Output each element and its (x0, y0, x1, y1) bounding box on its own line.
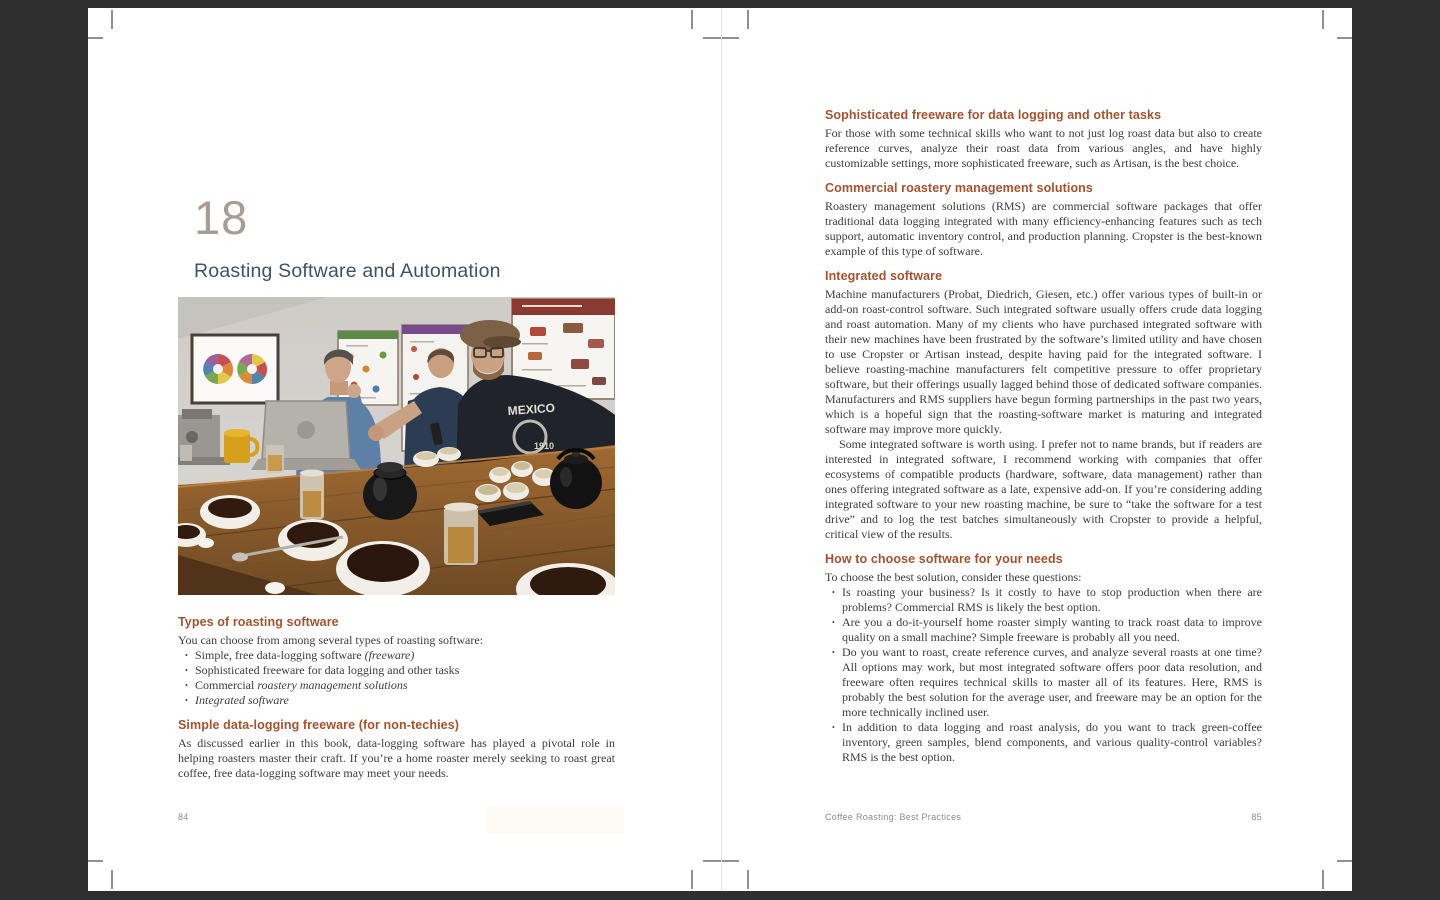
right-text-column (825, 108, 1262, 765)
running-footer-title: Coffee Roasting: Best Practices (825, 812, 962, 822)
section-heading: Types of roasting software (178, 615, 339, 629)
bullet-item: • Simple, free data-logging software (freeware) (178, 648, 615, 663)
body-paragraph: Machine manufacturers (Probat, Diedrich, Giesen, etc.) offer various types of built-in or add-on roast-control software. Such integrated software usually offers crude data logging and roast automation. Many of my clients who have purchased integrated software with their new machines have been frustrated by the software’s limited utility and have chosen to use Cropster or Artisan instead, despite having paid for the integrated software. I believe roasting-machine manufacturers felt competitive pressure to offer proprietary software, but their offerings usually lagged behind those of dedicated software companies. Manufacturers and RMS suppliers have begun forming partnerships in the past two years, which is a hopeful sign that the roasting-software market is maturing and integrated software may improve more quickly. (825, 287, 1262, 436)
section-heading: Commercial roastery management solutions (825, 181, 1093, 195)
bullet-item: • Integrated software (178, 693, 615, 708)
shirt-text-year: 1910 (534, 441, 555, 451)
body-paragraph: Roastery management solutions (RMS) are commercial software packages that offer traditional data logging integrated with many efficiency-enhancing features such as tech support, automatic inventory control, and production planning. Cropster is the best-known example of this type of software. (825, 199, 1262, 258)
section-heading: Simple data-logging freeware (for non-techies) (178, 718, 460, 732)
bullet-item: • Are you a do-it-yourself home roaster simply wanting to track roast data to improve quality on a small machine? Simple freeware is probably all you need. (825, 615, 1262, 645)
section-heading: Integrated software (825, 269, 943, 283)
left-page (88, 8, 721, 891)
right-page (721, 8, 1352, 891)
section-heading: Sophisticated freeware for data logging and other tasks (825, 108, 1162, 122)
bullet-item: • Is roasting your business? Is it costly to have to stop production when there are problems? Commercial RMS is likely the best option. (825, 585, 1262, 615)
chapter-number: 18 (194, 191, 249, 244)
body-paragraph: As discussed earlier in this book, data-logging software has played a pivotal role in helping roasters master their craft. If you’re a home roaster merely seeking to roast great coffee, free data-logging software may meet your needs. (178, 736, 615, 780)
right-page-footer (825, 812, 1262, 822)
book-spread (88, 8, 1352, 891)
cupping-session-photo (178, 297, 615, 595)
page-number-left: 84 (178, 812, 189, 822)
bullet-item: • Do you want to roast, create reference curves, and analyze several roasts at one time? All options may work, but most integrated software offers poor data resolution, and freeware often requires technical skills to master all of its features. Here, RMS is probably the best solution for the average user, and freeware may be an option for the more technically inclined user. (825, 645, 1262, 720)
faint-watermark (486, 806, 624, 833)
bullet-list (825, 585, 1262, 765)
section-heading: How to choose software for your needs (825, 552, 1063, 566)
page-number-right: 85 (1251, 812, 1262, 822)
body-paragraph: You can choose from among several types of roasting software: (178, 633, 484, 647)
body-paragraph: To choose the best solution, consider these questions: (825, 570, 1082, 584)
chapter-title: Roasting Software and Automation (194, 260, 501, 282)
bullet-item: • Commercial roastery management solutions (178, 678, 615, 693)
left-text-column (178, 615, 615, 781)
body-paragraph: For those with some technical skills who want to not just log roast data but also to create reference curves, analyze their roast data from various angles, and have highly customizable settings, more sophisticated freeware, such as Artisan, is the best choice. (825, 126, 1262, 170)
body-paragraph: Some integrated software is worth using. I prefer not to name brands, but if readers are interested in integrated software, I recommend working with companies that offer ecosystems of compatible products (hardware, software, data management) rather than ones offering integrated software as a late, expensive add-on. If you’re considering adding integrated software to your new roasting machine, be sure to “take the software for a test drive” and to log the test batches simultaneously with Cropster to provide a helpful, critical view of the results. (825, 437, 1262, 541)
shirt-text: MEXICO (507, 400, 556, 418)
bullet-item: • Sophisticated freeware for data logging and other tasks (178, 663, 615, 678)
photo-illustration (178, 297, 615, 595)
bullet-list (178, 648, 615, 708)
bullet-item: • In addition to data logging and roast analysis, do you want to track green-coffee inventory, green samples, blend components, and various quality-control variables? RMS is the best option. (825, 720, 1262, 765)
